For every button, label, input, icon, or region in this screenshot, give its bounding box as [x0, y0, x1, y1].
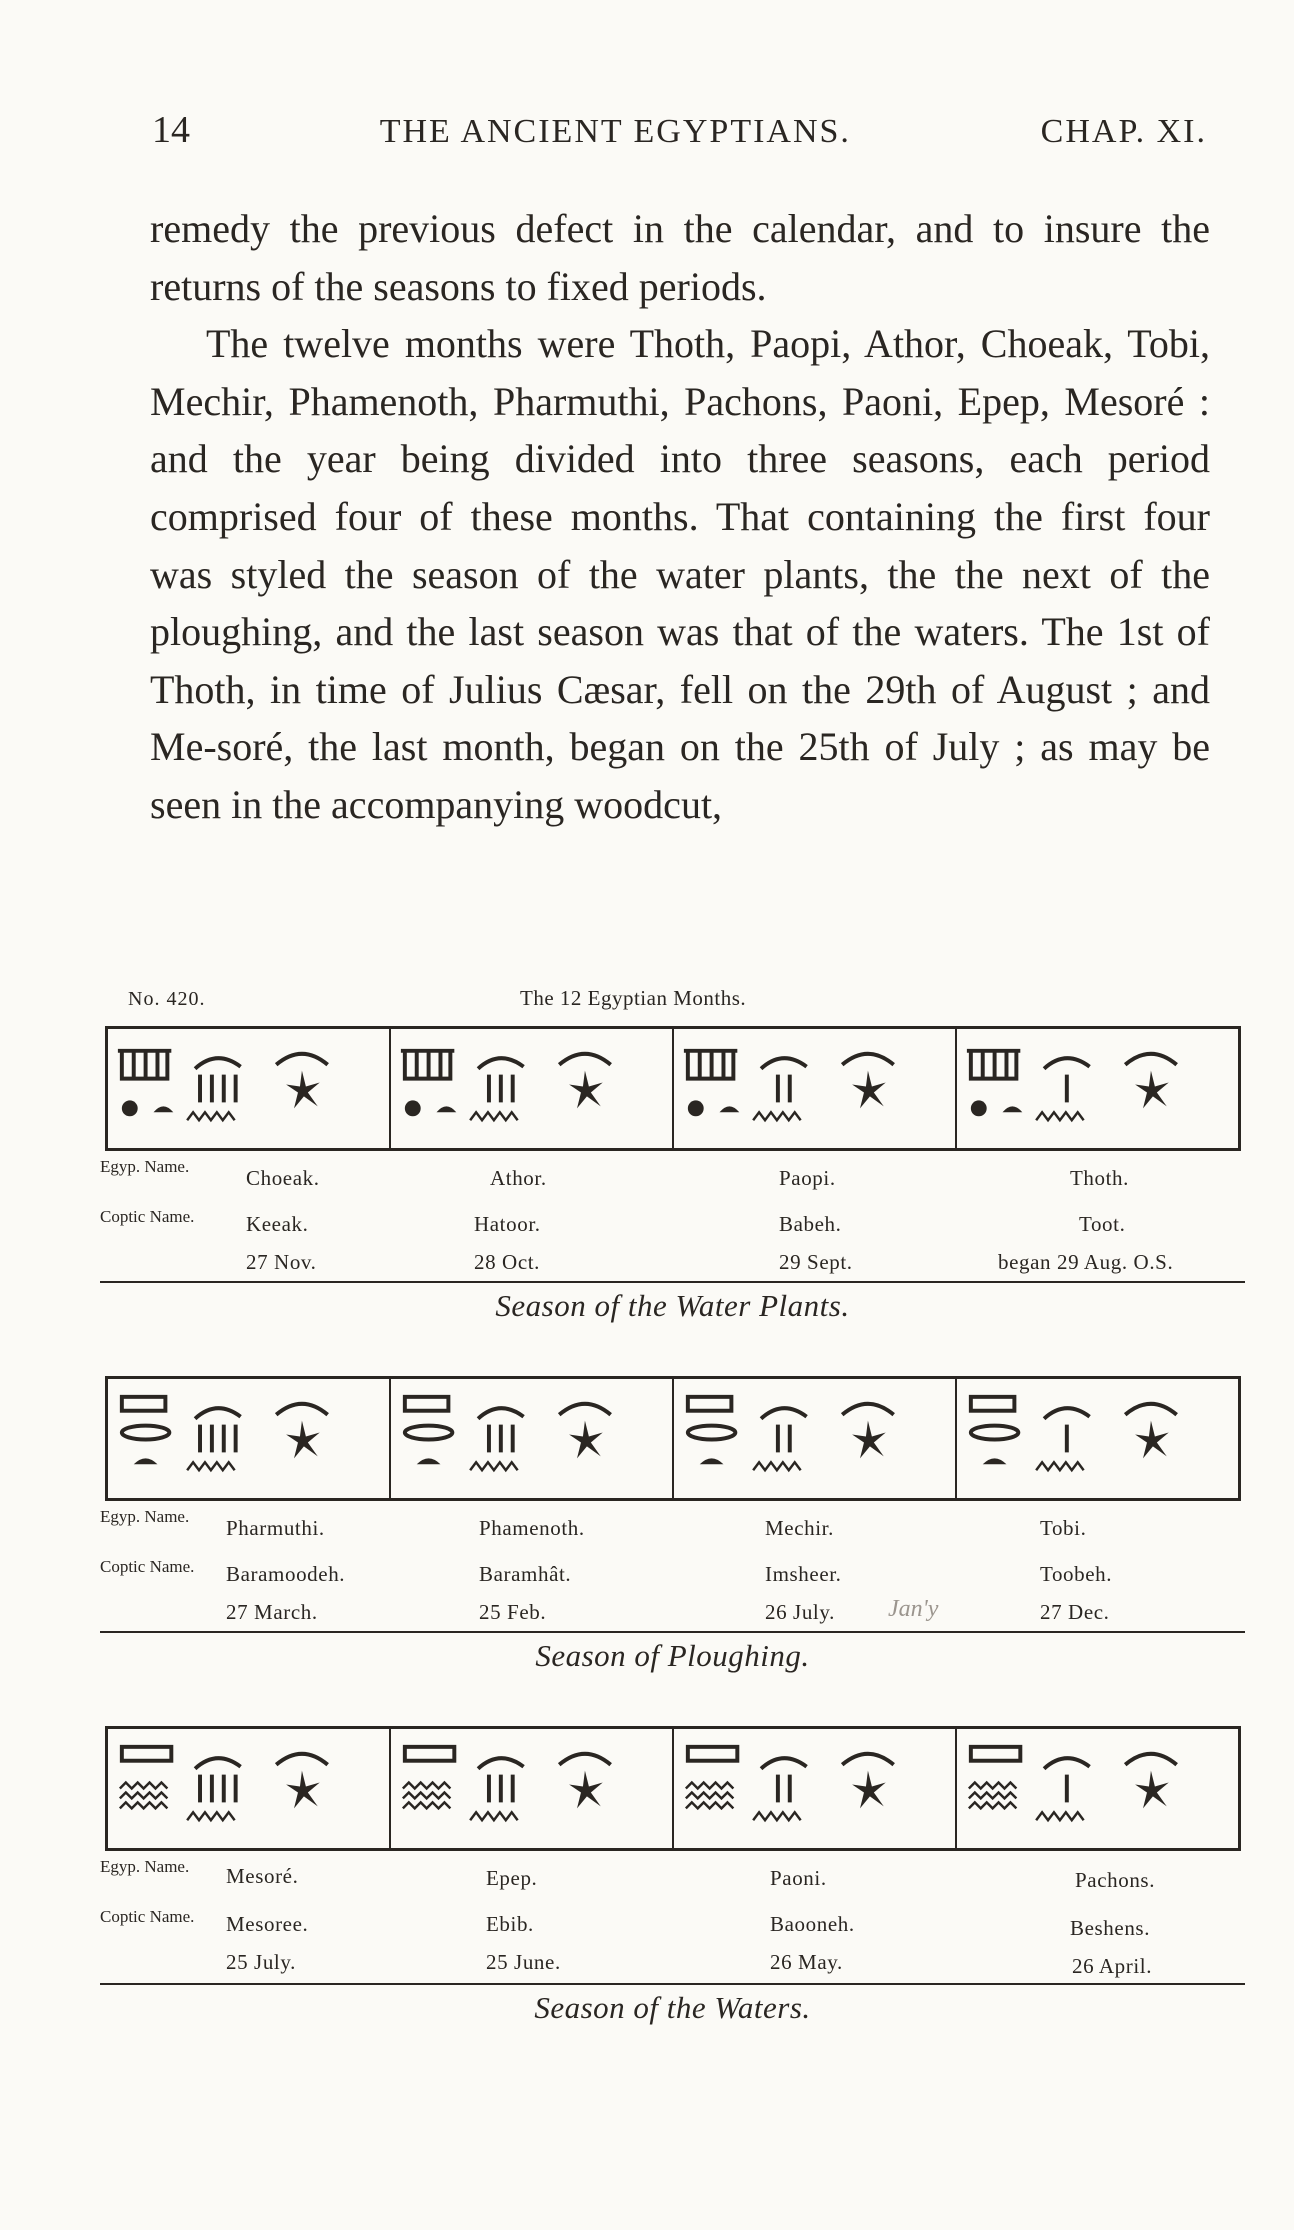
coptic-name-label: Coptic Name. — [100, 1207, 195, 1226]
star-icon — [852, 1071, 886, 1109]
egyp-name: Epep. — [486, 1866, 538, 1890]
loaf-icon — [720, 1106, 740, 1112]
star-icon — [569, 1421, 603, 1459]
water-line-icon — [187, 1462, 234, 1470]
sky-arc-icon — [1125, 1054, 1176, 1065]
coptic-name: Baooneh. — [770, 1912, 855, 1936]
water-ripple-icon — [686, 1783, 733, 1789]
egyp-name: Mesoré. — [226, 1864, 299, 1888]
hieroglyph-cell — [957, 1729, 1238, 1848]
hieroglyph-group — [957, 1729, 1238, 1848]
egyp-name-label: Egyp. Name. — [100, 1857, 190, 1876]
hieroglyph-group — [674, 1029, 955, 1148]
moon-arc-icon — [478, 1758, 524, 1768]
hieroglyph-group — [391, 1729, 672, 1848]
house-sign-icon — [405, 1397, 449, 1411]
moon-arc-icon — [195, 1058, 241, 1068]
month-date: 27 March. — [226, 1600, 318, 1624]
coptic-name: Imsheer. — [765, 1562, 842, 1586]
house-sign-icon — [688, 1397, 732, 1411]
water-ripple-icon — [969, 1802, 1016, 1808]
egyp-name: Paoni. — [770, 1866, 827, 1890]
water-ripple-icon — [403, 1802, 450, 1808]
divider — [100, 1983, 1245, 1985]
coptic-name: Babeh. — [779, 1212, 842, 1236]
star-icon — [1135, 1071, 1169, 1109]
water-line-icon — [187, 1112, 234, 1120]
hieroglyph-cell — [674, 1729, 957, 1848]
water-ripple-icon — [403, 1783, 450, 1789]
coptic-name-label: Coptic Name. — [100, 1557, 195, 1576]
egyp-name: Tobi. — [1040, 1516, 1087, 1540]
sky-arc-icon — [1125, 1404, 1176, 1415]
season-title: Season of the Waters. — [534, 1990, 811, 2025]
loaf-icon — [417, 1458, 441, 1464]
coptic-name: Hatoor. — [474, 1212, 541, 1236]
hieroglyph-cell — [391, 1729, 674, 1848]
coptic-name: Ebib. — [486, 1912, 534, 1936]
hieroglyph-cell — [957, 1029, 1238, 1148]
water-line-icon — [753, 1462, 800, 1470]
loaf-icon — [134, 1458, 158, 1464]
star-icon — [1135, 1771, 1169, 1809]
pool-sign-icon — [122, 1747, 171, 1761]
loaf-icon — [983, 1458, 1007, 1464]
water-ripple-icon — [969, 1783, 1016, 1789]
pencil-annotation: Jan'y — [888, 1596, 939, 1622]
pool-sign-icon — [688, 1747, 737, 1761]
divider — [100, 1281, 1245, 1283]
plant-sign-icon — [401, 1051, 454, 1079]
pool-sign-icon — [971, 1747, 1020, 1761]
water-line-icon — [470, 1812, 517, 1820]
mouth-sign-icon — [971, 1426, 1018, 1440]
figure-number: No. 420. — [128, 988, 206, 1010]
sky-arc-icon — [842, 1404, 893, 1415]
moon-arc-icon — [478, 1408, 524, 1418]
egyp-name: Pharmuthi. — [226, 1516, 325, 1540]
coptic-name: Keeak. — [246, 1212, 309, 1236]
month-date: 25 Feb. — [479, 1600, 547, 1624]
hieroglyph-cell — [674, 1379, 957, 1498]
moon-arc-icon — [1044, 1058, 1090, 1068]
moon-arc-icon — [195, 1408, 241, 1418]
star-icon — [852, 1771, 886, 1809]
month-date: 26 May. — [770, 1950, 843, 1974]
month-date: 27 Dec. — [1040, 1600, 1110, 1624]
page-number: 14 — [152, 109, 190, 151]
month-date: 26 April. — [1072, 1954, 1153, 1978]
loaf-icon — [700, 1458, 724, 1464]
sun-disk-icon — [971, 1100, 987, 1116]
hieroglyph-group — [391, 1379, 672, 1498]
hieroglyph-cell — [957, 1379, 1238, 1498]
hieroglyph-cell — [674, 1029, 957, 1148]
house-sign-icon — [122, 1397, 166, 1411]
running-header — [152, 108, 1207, 152]
water-ripple-icon — [120, 1792, 167, 1798]
divider — [100, 1631, 1245, 1633]
sky-arc-icon — [842, 1054, 893, 1065]
water-line-icon — [187, 1812, 234, 1820]
month-date: 27 Nov. — [246, 1250, 317, 1274]
water-line-icon — [753, 1112, 800, 1120]
body-text — [150, 200, 1210, 834]
moon-arc-icon — [1044, 1408, 1090, 1418]
coptic-name: Baramhât. — [479, 1562, 572, 1586]
hieroglyph-group — [957, 1029, 1238, 1148]
house-sign-icon — [971, 1397, 1015, 1411]
pool-sign-icon — [405, 1747, 454, 1761]
coptic-name: Baramoodeh. — [226, 1562, 346, 1586]
month-date: 28 Oct. — [474, 1250, 541, 1274]
water-ripple-icon — [120, 1783, 167, 1789]
water-line-icon — [470, 1112, 517, 1120]
sun-disk-icon — [122, 1100, 138, 1116]
water-line-icon — [1036, 1812, 1083, 1820]
coptic-name: Toot. — [1079, 1212, 1126, 1236]
egyp-name: Paopi. — [779, 1166, 836, 1190]
egyp-name-label: Egyp. Name. — [100, 1507, 190, 1526]
mouth-sign-icon — [688, 1426, 735, 1440]
hieroglyph-group — [108, 1029, 389, 1148]
mouth-sign-icon — [122, 1426, 169, 1440]
star-icon — [569, 1771, 603, 1809]
moon-arc-icon — [761, 1408, 807, 1418]
sun-disk-icon — [688, 1100, 704, 1116]
sky-arc-icon — [276, 1404, 327, 1415]
sky-arc-icon — [1125, 1754, 1176, 1765]
paragraph: The twelve months were Thoth, Paopi, Athor, Choeak, Tobi, Mechir, Phamenoth, Pharmuthi, Pachons, Paoni, Epep, Mesoré : and the year being divided into three seasons, each period comprised four of these months. That containing the first four was styled the season of the water plants, the the next of the ploughing, and the last season was that of the waters. The 1st of Thoth, in time of Julius Cæsar, fell on the 29th of August ; and Me-soré, the last month, began on the 25th of July ; as may be seen in the accompanying woodcut, — [150, 321, 1210, 827]
coptic-name: Beshens. — [1070, 1916, 1151, 1940]
moon-arc-icon — [761, 1758, 807, 1768]
month-date: 26 July. — [765, 1600, 835, 1624]
loaf-icon — [437, 1106, 457, 1112]
water-ripple-icon — [969, 1792, 1016, 1798]
sky-arc-icon — [559, 1754, 610, 1765]
hieroglyph-cell — [108, 1029, 391, 1148]
hieroglyph-cell — [391, 1029, 674, 1148]
egyp-name: Choeak. — [246, 1166, 320, 1190]
sun-disk-icon — [405, 1100, 421, 1116]
mouth-sign-icon — [405, 1426, 452, 1440]
plant-sign-icon — [118, 1051, 171, 1079]
chapter-label: CHAP. XI. — [1040, 113, 1207, 150]
season-title: Season of the Water Plants. — [495, 1288, 850, 1323]
moon-arc-icon — [761, 1058, 807, 1068]
egyp-name: Phamenoth. — [479, 1516, 585, 1540]
coptic-name: Toobeh. — [1040, 1562, 1113, 1586]
plant-sign-icon — [684, 1051, 737, 1079]
water-ripple-icon — [403, 1792, 450, 1798]
star-icon — [569, 1071, 603, 1109]
season-title: Season of Ploughing. — [535, 1638, 810, 1673]
water-line-icon — [470, 1462, 517, 1470]
star-icon — [852, 1421, 886, 1459]
running-title: THE ANCIENT EGYPTIANS. — [379, 113, 851, 150]
egyp-name: Thoth. — [1070, 1166, 1130, 1190]
egyp-name: Pachons. — [1075, 1868, 1156, 1892]
coptic-name-label: Coptic Name. — [100, 1907, 195, 1926]
hieroglyph-group — [108, 1379, 389, 1498]
paragraph: remedy the previous defect in the calendar, and to insure the returns of the seasons to fixed periods. — [150, 206, 1210, 309]
sky-arc-icon — [842, 1754, 893, 1765]
moon-arc-icon — [1044, 1758, 1090, 1768]
egyp-name-label: Egyp. Name. — [100, 1157, 190, 1176]
loaf-icon — [1003, 1106, 1023, 1112]
hieroglyph-group — [674, 1729, 955, 1848]
hieroglyph-group — [108, 1729, 389, 1848]
glyph-row — [105, 1026, 1241, 1151]
egyp-name: Athor. — [490, 1166, 547, 1190]
hieroglyph-group — [674, 1379, 955, 1498]
hieroglyph-group — [391, 1029, 672, 1148]
plant-sign-icon — [967, 1051, 1020, 1079]
egyp-name: Mechir. — [765, 1516, 834, 1540]
figure-title: The 12 Egyptian Months. — [520, 986, 747, 1010]
water-ripple-icon — [120, 1802, 167, 1808]
sky-arc-icon — [276, 1054, 327, 1065]
hieroglyph-cell — [108, 1379, 391, 1498]
moon-arc-icon — [195, 1758, 241, 1768]
month-date: began 29 Aug. O.S. — [998, 1250, 1174, 1274]
glyph-row — [105, 1726, 1241, 1851]
star-icon — [286, 1421, 320, 1459]
month-date: 25 June. — [486, 1950, 561, 1974]
star-icon — [286, 1771, 320, 1809]
water-ripple-icon — [686, 1792, 733, 1798]
hieroglyph-group — [957, 1379, 1238, 1498]
hieroglyph-cell — [391, 1379, 674, 1498]
hieroglyph-cell — [108, 1729, 391, 1848]
sky-arc-icon — [276, 1754, 327, 1765]
water-line-icon — [1036, 1112, 1083, 1120]
loaf-icon — [154, 1106, 174, 1112]
sky-arc-icon — [559, 1054, 610, 1065]
water-line-icon — [1036, 1462, 1083, 1470]
coptic-name: Mesoree. — [226, 1912, 309, 1936]
star-icon — [1135, 1421, 1169, 1459]
sky-arc-icon — [559, 1404, 610, 1415]
moon-arc-icon — [478, 1058, 524, 1068]
glyph-row — [105, 1376, 1241, 1501]
month-date: 25 July. — [226, 1950, 296, 1974]
star-icon — [286, 1071, 320, 1109]
water-line-icon — [753, 1812, 800, 1820]
water-ripple-icon — [686, 1802, 733, 1808]
month-date: 29 Sept. — [779, 1250, 853, 1274]
